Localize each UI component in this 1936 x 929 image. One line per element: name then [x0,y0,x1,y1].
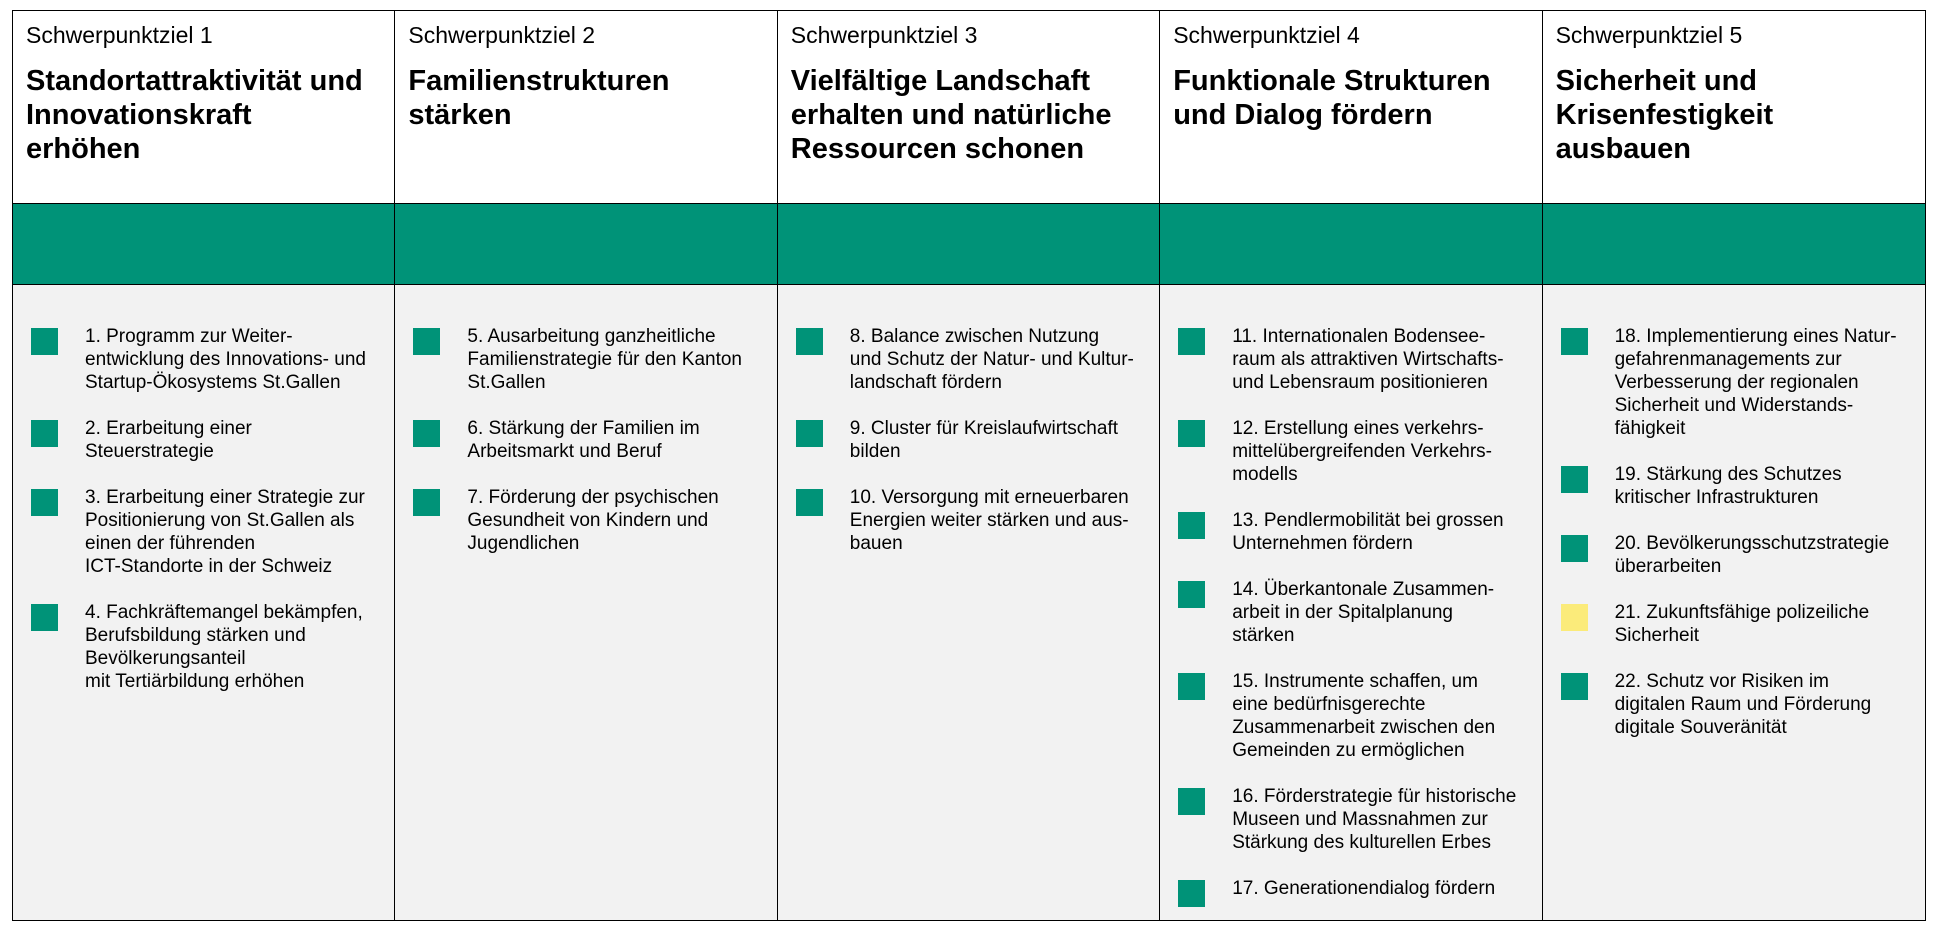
goal-items-2 [395,285,777,920]
item-text: 8. Balance zwischen Nutzung und Schutz der Natur- und Kultur- landschaft fördern [849,326,1134,393]
list-item [413,417,766,463]
goal-header-4 [1160,11,1542,204]
item-text: 6. Stärkung der Familien im Arbeitsmarkt und Beruf [467,418,700,462]
list-item [1561,601,1915,647]
list-item [1178,877,1531,907]
item-text: 3. Erarbeitung einer Strategie zur Positionierung von St.Gallen als einen der führenden ICT-Standorte in der Schweiz [85,487,365,577]
item-text: 17. Generationendialog fördern [1232,878,1496,899]
goal-number: Schwerpunktziel 5 [1555,22,1743,48]
status-square-icon [31,489,58,516]
list-item [1178,417,1531,486]
goal-number: Schwerpunktziel 3 [790,22,978,48]
list-item [31,601,384,693]
accent-band-1 [13,204,395,285]
goal-number: Schwerpunktziel 2 [408,22,596,48]
goal-header-1 [13,11,395,204]
goal-title: Sicherheit und Krisenfestigkeit ausbauen [1555,65,1774,165]
list-item [796,417,1149,463]
item-text: 1. Programm zur Weiter- entwicklung des Innovations- und Startup-Ökosystems St.Gallen [85,326,366,393]
list-item [796,486,1149,555]
status-square-icon [1178,788,1205,815]
list-item [1178,509,1531,555]
accent-band-3 [778,204,1160,285]
list-item [1178,578,1531,647]
item-text: 18. Implementierung eines Natur- gefahrenmanagements zur Verbesserung der regionalen Sicherheit und Widerstands- fähigkeit [1614,326,1897,439]
item-text: 10. Versorgung mit erneuerbaren Energien weiter stärken und aus- bauen [849,487,1129,554]
item-text: 22. Schutz vor Risiken im digitalen Raum und Förderung digitale Souveränität [1614,671,1872,738]
status-square-icon [413,328,440,355]
item-text: 16. Förderstrategie für historische Museen und Massnahmen zur Stärkung des kulturellen Erbes [1232,786,1517,853]
list-item [31,417,384,463]
goal-header-2 [395,11,777,204]
goal-title: Standortattraktivität und Innovationskraft erhöhen [26,65,363,165]
goal-items-1 [13,285,395,920]
accent-band-2 [395,204,777,285]
status-square-icon [31,420,58,447]
list-item [1178,785,1531,854]
item-text: 19. Stärkung des Schutzes kritischer Infrastrukturen [1614,464,1842,508]
status-square-icon [1178,420,1205,447]
status-square-icon [1178,673,1205,700]
goal-header-5 [1543,11,1925,204]
item-text: 7. Förderung der psychischen Gesundheit von Kindern und Jugendlichen [467,487,719,554]
priority-goals-table [12,10,1926,921]
item-text: 13. Pendlermobilität bei grossen Unternehmen fördern [1232,510,1504,554]
status-square-icon [1178,512,1205,539]
status-square-icon [1561,328,1588,355]
list-item [796,325,1149,394]
item-text: 20. Bevölkerungsschutzstrategie überarbeiten [1614,533,1890,577]
list-item [1561,463,1915,509]
status-square-icon [796,489,823,516]
item-text: 11. Internationalen Bodensee- raum als attraktiven Wirtschafts- und Lebensraum positionieren [1232,326,1504,393]
list-item [413,486,766,555]
status-square-icon [796,328,823,355]
list-item [1178,325,1531,394]
status-square-icon [413,489,440,516]
status-square-icon [1561,535,1588,562]
status-square-icon [1561,673,1588,700]
list-item [1561,532,1915,578]
status-square-icon [1561,604,1588,631]
item-text: 15. Instrumente schaffen, um eine bedürfnisgerechte Zusammenarbeit zwischen den Gemeinden zu ermöglichen [1232,671,1496,761]
item-text: 14. Überkantonale Zusammen- arbeit in der Spitalplanung stärken [1232,579,1495,646]
status-square-icon [796,420,823,447]
status-square-icon [413,420,440,447]
item-text: 5. Ausarbeitung ganzheitliche Familienstrategie für den Kanton St.Gallen [467,326,742,393]
goal-items-4 [1160,285,1542,920]
list-item [1178,670,1531,762]
accent-band-5 [1543,204,1925,285]
goal-title: Familienstrukturen stärken [408,65,670,131]
goal-number: Schwerpunktziel 1 [26,22,213,48]
list-item [413,325,766,394]
list-item [1561,670,1915,739]
item-text: 12. Erstellung eines verkehrs- mittelübergreifenden Verkehrs- modells [1232,418,1492,485]
list-item [1561,325,1915,440]
status-square-icon [1178,581,1205,608]
item-text: 21. Zukunftsfähige polizeiliche Sicherheit [1614,602,1870,646]
goal-title: Funktionale Strukturen und Dialog fördern [1173,65,1491,131]
status-square-icon [31,328,58,355]
item-text: 4. Fachkräftemangel bekämpfen, Berufsbildung stärken und Bevölkerungsanteil mit Tertiärbildung erhöhen [85,602,363,692]
goal-items-3 [778,285,1160,920]
goal-items-5 [1543,285,1925,920]
status-square-icon [1561,466,1588,493]
goal-title: Vielfältige Landschaft erhalten und natürliche Ressourcen schonen [790,65,1112,165]
list-item [31,325,384,394]
goal-header-3 [778,11,1160,204]
status-square-icon [1178,880,1205,907]
accent-band-4 [1160,204,1542,285]
item-text: 2. Erarbeitung einer Steuerstrategie [85,418,252,462]
list-item [31,486,384,578]
status-square-icon [1178,328,1205,355]
status-square-icon [31,604,58,631]
item-text: 9. Cluster für Kreislaufwirtschaft bilden [849,418,1118,462]
goal-number: Schwerpunktziel 4 [1173,22,1360,48]
